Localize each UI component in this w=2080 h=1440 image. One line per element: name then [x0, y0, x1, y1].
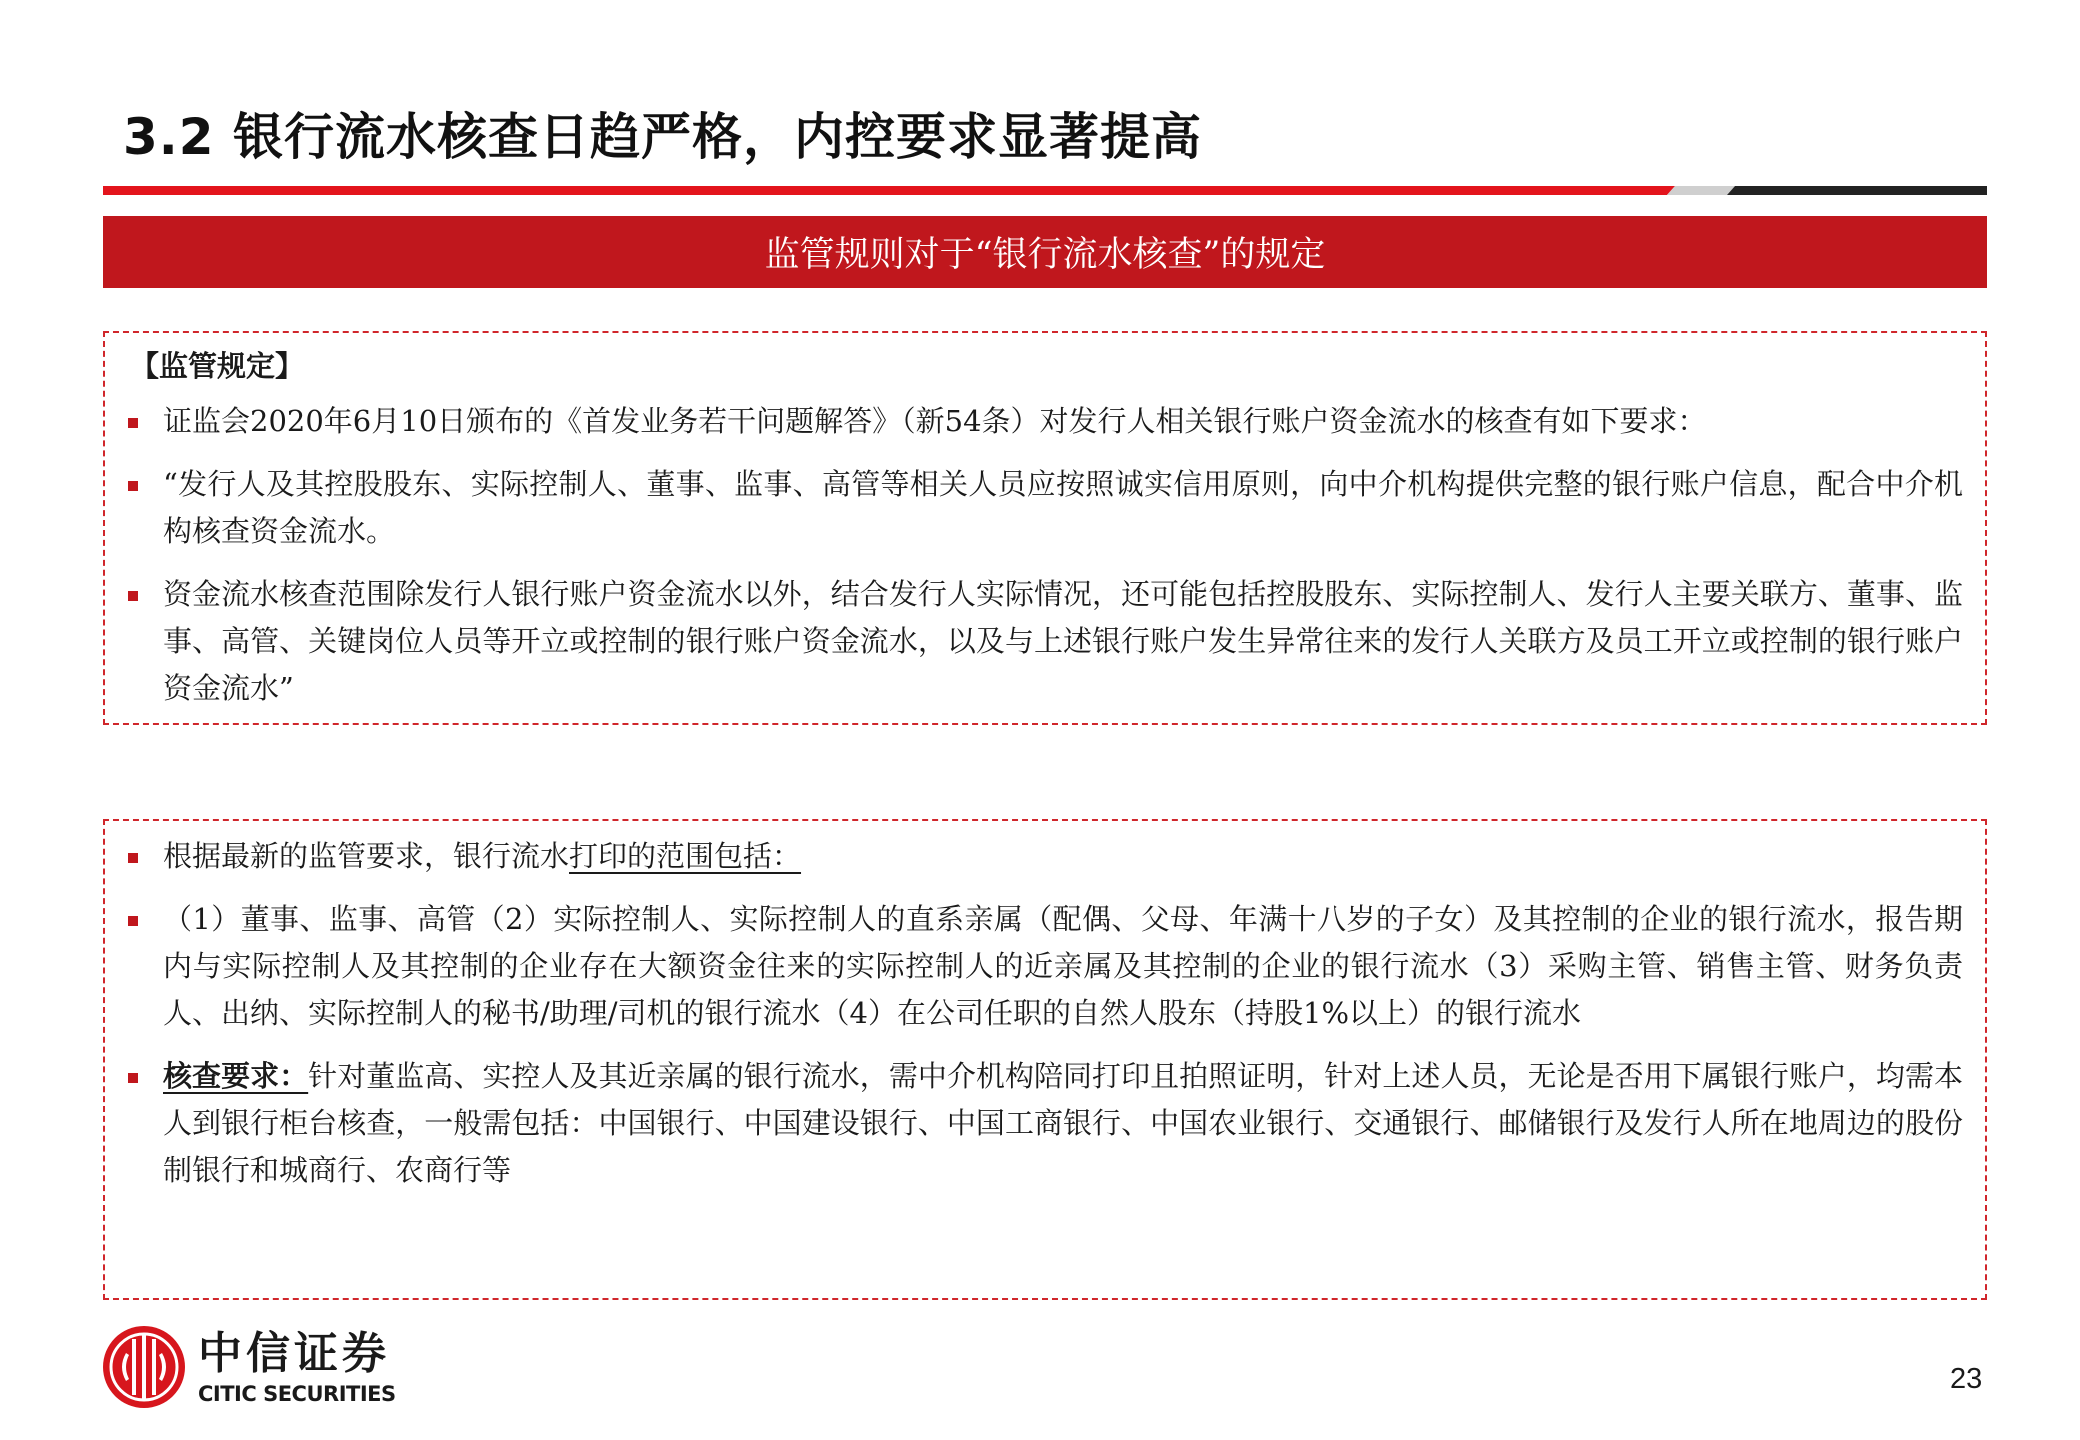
regulation-heading: 【监管规定】 — [130, 349, 305, 383]
logo-name-cn: 中信证券 — [198, 1328, 390, 1379]
bullet-icon — [128, 916, 138, 926]
regulation-bullet-1-text: 证监会2020年6月10日颁布的《首发业务若干问题解答》（新54条）对发行人相关银行账户资金流水的核查有如下要求： — [163, 404, 1707, 438]
verification-label: 核查要求： — [163, 1059, 309, 1093]
regulation-box — [103, 331, 1987, 725]
verification-bullet — [163, 1053, 1963, 1194]
scope-underlined: 打印的范围包括： — [569, 839, 802, 873]
regulation-bullet-1 — [163, 398, 1963, 445]
citic-logo — [102, 1322, 396, 1412]
bullet-icon — [128, 418, 138, 428]
bullet-icon — [128, 853, 138, 863]
regulation-bullet-2-text: “发行人及其控股股东、实际控制人、董事、监事、高管等相关人员应按照诚实信用原则，向中介机构提供完整的银行账户信息，配合中介机构核查资金流水。 — [163, 467, 1963, 548]
verification-text: 针对董监高、实控人及其近亲属的银行流水，需中介机构陪同打印且拍照证明，针对上述人员，无论是否用下属银行账户，均需本人到银行柜台核查，一般需包括：中国银行、中国建设银行、中国工商银行、中国农业银行、交通银行、邮储银行及发行人所在地周边的股份制银行和城商行、农商行等 — [163, 1059, 1963, 1187]
citic-emblem-icon — [102, 1325, 186, 1409]
banner-text: 监管规则对于“银行流水核查”的规定 — [764, 235, 1326, 275]
regulation-bullet-3 — [163, 571, 1963, 712]
logo-text — [198, 1327, 396, 1407]
bullet-icon — [128, 1073, 138, 1083]
bullet-icon — [128, 481, 138, 491]
scope-list-text: （1）董事、监事、高管（2）实际控制人、实际控制人的直系亲属（配偶、父母、年满十八岁的子女）及其控制的企业的银行流水，报告期内与实际控制人及其控制的企业存在大额资金往来的实际控制人的近亲属及其控制的企业的银行流水（3）采购主管、销售主管、财务负责人、出纳、实际控制人的秘书/助理/司机的银行流水（4）在公司任职的自然人股东（持股1%以上）的银行流水 — [163, 902, 1963, 1030]
content-area — [103, 0, 1987, 1300]
requirements-box — [103, 819, 1987, 1300]
logo-name-en: CITIC SECURITIES — [198, 1382, 396, 1406]
bullet-icon — [128, 591, 138, 601]
scope-list-bullet — [163, 896, 1963, 1037]
scope-bullet — [163, 833, 1963, 880]
slide-title: 3.2 银行流水核查日趋严格，内控要求显著提高 — [123, 108, 1202, 166]
page-number: 23 — [1950, 1363, 1983, 1395]
regulation-bullet-3-text: 资金流水核查范围除发行人银行账户资金流水以外，结合发行人实际情况，还可能包括控股股东、实际控制人、发行人主要关联方、董事、监事、高管、关键岗位人员等开立或控制的银行账户资金流水，以及与上述银行账户发生异常往来的发行人关联方及员工开立或控制的银行账户资金流水” — [163, 577, 1963, 705]
regulation-bullet-2 — [163, 461, 1963, 555]
scope-intro: 根据最新的监管要求，银行流水 — [163, 839, 570, 873]
footer — [0, 1322, 2080, 1422]
